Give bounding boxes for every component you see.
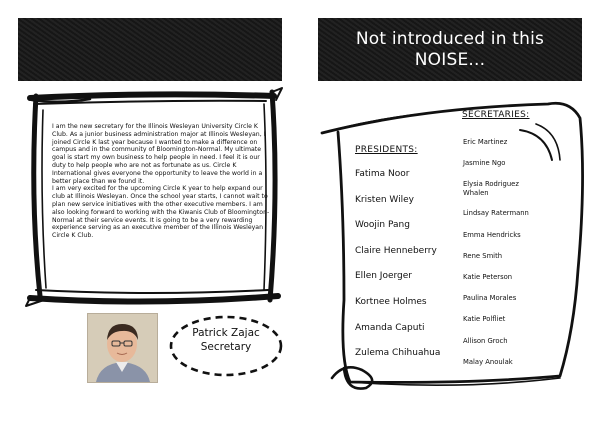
list-item: Allison Groch [463,336,508,345]
list-item: Eric Martinez [463,138,508,146]
list-item: Woojin Pang [355,220,410,231]
list-item: Katie Peterson [463,272,513,281]
presidents-list [355,168,440,373]
list-item: Ellen Joerger [355,271,412,282]
presidents-heading: PRESIDENTS: [355,145,418,155]
list-item: Amanda Caputi [355,322,425,333]
list-item: Elysia Rodriguez Whalen [463,180,519,198]
list-item: Rene Smith [463,251,503,260]
secretary-photo [87,313,158,383]
list-item: Paulina Morales [463,294,517,303]
secretaries-list [463,138,573,379]
secretary-bio: I am the new secretary for the Illinois Wesleyan University Circle K Club. As a junior business administration major at Illinois Wesleyan, I joined Circle K last year because I wanted to make a difference on campus and in the community of Bloomington-Normal. My ultimate goal is start my own business to help people in need. I feel it is our duty to help people who are not as fortunate as us. Circle K International gives everyone the opportunity to leave the world in a better place than we found it. I am very excited for the upcoming Circle K year to help expand our club at Illinois Wesleyan. Once the school year starts, I cannot wait to plan new service initiatives with the other executive members. I am also looking forward to working with the Kiwanis Club of Bloomington-Normal at their service events. It is going to be a very rewarding experience serving as an executive member of the Illinois Wesleyan Circle K Club. [52,123,270,240]
list-item: Claire Henneberry [355,245,437,256]
secretaries-heading: SECRETARIES: [462,110,530,120]
list-item: Kristen Wiley [355,194,414,205]
signature-name: Patrick Zajac Secretary [192,327,260,353]
list-item: Kortnee Holmes [355,296,427,307]
list-item: Zulema Chihuahua [355,348,441,359]
list-item: Fatima Noor [355,169,410,179]
banner-title: Not introduced in this NOISE... [355,28,545,70]
list-item: Emma Hendricks [463,230,521,239]
portrait-image [88,314,157,382]
list-item: Malay Anoulak [463,357,513,366]
list-item: Jasmine Ngo [463,159,506,168]
list-item: Katie Polfliet [463,315,506,324]
list-item: Lindsay Ratermann [463,209,529,218]
